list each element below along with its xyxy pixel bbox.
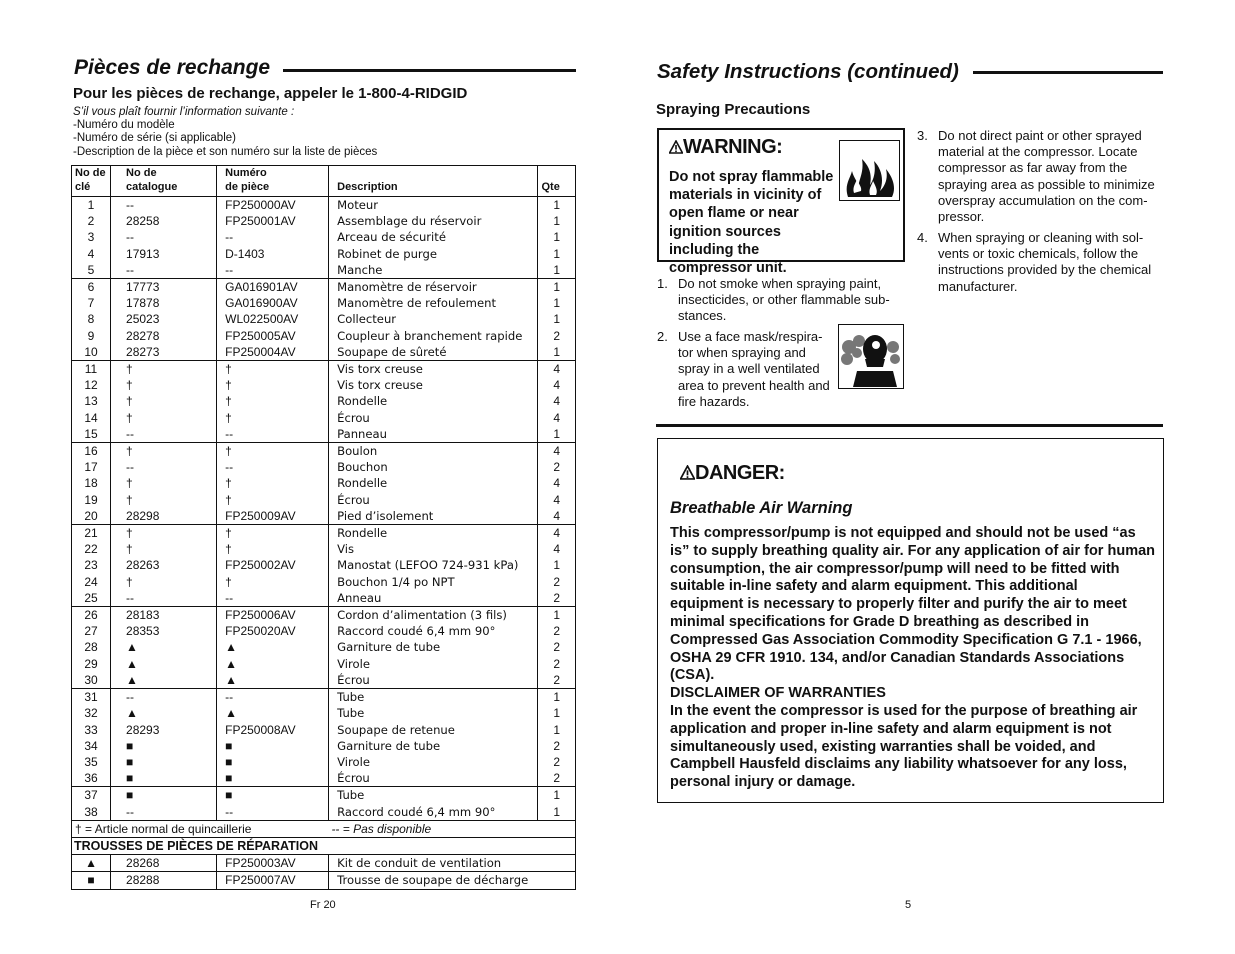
quantity: 1 xyxy=(538,229,576,245)
part-number: † xyxy=(217,574,329,590)
key-number: 38 xyxy=(72,804,111,821)
table-row xyxy=(72,279,576,296)
kit-catalog-number: 28268 xyxy=(111,855,217,872)
danger-box xyxy=(657,438,1164,803)
table-row xyxy=(72,770,576,787)
part-number: FP250009AV xyxy=(217,508,329,525)
quantity: 1 xyxy=(538,197,576,214)
footnote-not-available: -- = Pas disponible xyxy=(331,821,432,836)
quantity: 4 xyxy=(538,410,576,426)
part-description: Écrou xyxy=(329,492,538,508)
part-number: D-1403 xyxy=(217,246,329,262)
header-catalog: No de catalogue xyxy=(111,166,217,197)
kit-catalog-number: 28288 xyxy=(111,872,217,889)
quantity: 1 xyxy=(538,213,576,229)
kit-part-number: FP250003AV xyxy=(217,855,329,872)
quantity: 1 xyxy=(538,311,576,327)
quantity: 1 xyxy=(538,279,576,296)
table-row xyxy=(72,525,576,542)
danger-text-block xyxy=(670,525,1155,792)
title-rule xyxy=(283,69,576,72)
part-description: Soupape de sûreté xyxy=(329,344,538,361)
quantity: 4 xyxy=(538,377,576,393)
part-number: ▲ xyxy=(217,639,329,655)
part-number: -- xyxy=(217,689,329,706)
table-row xyxy=(72,623,576,639)
table-row xyxy=(72,738,576,754)
table-row xyxy=(72,377,576,393)
part-description: Coupleur à branchement rapide xyxy=(329,328,538,344)
key-number: 26 xyxy=(72,607,111,624)
part-description: Garniture de tube xyxy=(329,738,538,754)
key-number: 24 xyxy=(72,574,111,590)
part-description: Robinet de purge xyxy=(329,246,538,262)
kits-header-row xyxy=(72,837,576,854)
catalog-number: ■ xyxy=(111,738,217,754)
table-row xyxy=(72,213,576,229)
warning-box xyxy=(657,128,905,277)
precaution-item: 4. When spraying or cleaning with sol- vents or toxic chemicals, follow the instructions provided by the chemical manufacturer. xyxy=(917,230,1152,294)
precaution-item: 1. Do not smoke when spraying paint, insecticides, or other flammable sub- stances. xyxy=(657,276,890,324)
part-number: ■ xyxy=(217,770,329,787)
key-number: 4 xyxy=(72,246,111,262)
part-number: FP250005AV xyxy=(217,328,329,344)
key-number: 36 xyxy=(72,770,111,787)
catalog-number: 28263 xyxy=(111,557,217,573)
key-number: 19 xyxy=(72,492,111,508)
catalog-number: 28258 xyxy=(111,213,217,229)
quantity: 1 xyxy=(538,607,576,624)
part-number: † xyxy=(217,393,329,409)
part-number: FP250004AV xyxy=(217,344,329,361)
key-number: 30 xyxy=(72,672,111,689)
quantity: 2 xyxy=(538,623,576,639)
catalog-number: 17878 xyxy=(111,295,217,311)
part-number: GA016901AV xyxy=(217,279,329,296)
part-number: † xyxy=(217,443,329,460)
catalog-number: ▲ xyxy=(111,656,217,672)
key-number: 17 xyxy=(72,459,111,475)
title-rule xyxy=(973,71,1163,74)
quantity: 1 xyxy=(538,344,576,361)
footnote-hardware: † = Article normal de quincaillerie xyxy=(75,821,252,836)
part-description: Manche xyxy=(329,262,538,279)
part-number: ■ xyxy=(217,787,329,804)
parts-table xyxy=(71,165,576,890)
phone-subtitle: Pour les pièces de rechange, appeler le 1-800-4-RIDGID xyxy=(73,85,468,102)
part-description: Soupape de retenue xyxy=(329,722,538,738)
section-divider xyxy=(656,424,1163,427)
key-number: 25 xyxy=(72,590,111,607)
quantity: 1 xyxy=(538,689,576,706)
key-number: 33 xyxy=(72,722,111,738)
part-description: Boulon xyxy=(329,443,538,460)
disclaimer-title: DISCLAIMER OF WARRANTIES xyxy=(670,685,886,702)
table-row xyxy=(72,689,576,706)
header-description: Description xyxy=(329,166,538,197)
table-row xyxy=(72,574,576,590)
kit-part-number: FP250007AV xyxy=(217,872,329,889)
table-row xyxy=(72,722,576,738)
key-number: 8 xyxy=(72,311,111,327)
catalog-number: 28293 xyxy=(111,722,217,738)
part-number: -- xyxy=(217,804,329,821)
catalog-number: 17913 xyxy=(111,246,217,262)
part-number: -- xyxy=(217,426,329,443)
key-number: 16 xyxy=(72,443,111,460)
warning-heading: WARNING: xyxy=(669,136,782,159)
part-description: Vis torx creuse xyxy=(329,377,538,393)
key-number: 35 xyxy=(72,754,111,770)
table-row xyxy=(72,508,576,525)
part-description: Vis xyxy=(329,541,538,557)
info-block xyxy=(73,106,377,159)
key-number: 9 xyxy=(72,328,111,344)
quantity: 1 xyxy=(538,426,576,443)
catalog-number: † xyxy=(111,475,217,491)
danger-heading: DANGER: xyxy=(680,462,785,485)
part-number: FP250002AV xyxy=(217,557,329,573)
table-row xyxy=(72,393,576,409)
table-row xyxy=(72,475,576,491)
info-lead: S’il vous plaît fournir l’information suivante : xyxy=(73,106,295,118)
catalog-number: -- xyxy=(111,804,217,821)
part-number: FP250020AV xyxy=(217,623,329,639)
catalog-number: -- xyxy=(111,426,217,443)
part-number: -- xyxy=(217,590,329,607)
part-description: Moteur xyxy=(329,197,538,214)
part-description: Écrou xyxy=(329,770,538,787)
info-line: -Description de la pièce et son numéro sur la liste de pièces xyxy=(73,145,378,158)
key-number: 27 xyxy=(72,623,111,639)
catalog-number: -- xyxy=(111,197,217,214)
table-row xyxy=(72,557,576,573)
kit-row xyxy=(72,855,576,872)
part-description: Rondelle xyxy=(329,475,538,491)
part-number: † xyxy=(217,410,329,426)
part-description: Assemblage du réservoir xyxy=(329,213,538,229)
table-row xyxy=(72,262,576,279)
part-description: Bouchon 1/4 po NPT xyxy=(329,574,538,590)
catalog-number: ▲ xyxy=(111,705,217,721)
quantity: 4 xyxy=(538,525,576,542)
page-title-right: Safety Instructions (continued) xyxy=(657,60,959,83)
key-number: 10 xyxy=(72,344,111,361)
table-row xyxy=(72,639,576,655)
part-description: Arceau de sécurité xyxy=(329,229,538,245)
quantity: 2 xyxy=(538,639,576,655)
part-description: Anneau xyxy=(329,590,538,607)
page-number-left: Fr 20 xyxy=(310,899,336,911)
part-number: FP250006AV xyxy=(217,607,329,624)
part-description: Cordon d’alimentation (3 fils) xyxy=(329,607,538,624)
part-description: Virole xyxy=(329,754,538,770)
part-description: Manomètre de réservoir xyxy=(329,279,538,296)
warning-triangle-icon xyxy=(680,465,695,480)
table-header-row xyxy=(72,166,576,197)
precaution-item: 3. Do not direct paint or other sprayed material at the compressor. Locate compressor as far away from the spraying area as possible to minimize overspray accumulation on the com- pressor. xyxy=(917,128,1155,225)
key-number: 11 xyxy=(72,361,111,378)
key-number: 34 xyxy=(72,738,111,754)
part-number: † xyxy=(217,377,329,393)
catalog-number: 28273 xyxy=(111,344,217,361)
key-number: 22 xyxy=(72,541,111,557)
quantity: 2 xyxy=(538,656,576,672)
table-row xyxy=(72,804,576,821)
catalog-number: 25023 xyxy=(111,311,217,327)
catalog-number: † xyxy=(111,410,217,426)
catalog-number: -- xyxy=(111,590,217,607)
catalog-number: -- xyxy=(111,689,217,706)
part-number: † xyxy=(217,541,329,557)
quantity: 4 xyxy=(538,361,576,378)
catalog-number: -- xyxy=(111,262,217,279)
catalog-number: ■ xyxy=(111,754,217,770)
warning-triangle-icon xyxy=(669,140,683,154)
part-description: Écrou xyxy=(329,410,538,426)
kits-title: TROUSSES DE PIÈCES DE RÉPARATION xyxy=(72,837,576,854)
table-row xyxy=(72,705,576,721)
catalog-number: ▲ xyxy=(111,639,217,655)
table-row xyxy=(72,787,576,804)
part-description: Panneau xyxy=(329,426,538,443)
part-number: ▲ xyxy=(217,705,329,721)
table-row xyxy=(72,459,576,475)
quantity: 2 xyxy=(538,738,576,754)
catalog-number: ■ xyxy=(111,787,217,804)
catalog-number: † xyxy=(111,541,217,557)
part-number: ▲ xyxy=(217,672,329,689)
part-number: ▲ xyxy=(217,656,329,672)
part-number: † xyxy=(217,475,329,491)
key-number: 14 xyxy=(72,410,111,426)
table-row xyxy=(72,361,576,378)
table-row xyxy=(72,426,576,443)
catalog-number: † xyxy=(111,492,217,508)
table-row xyxy=(72,229,576,245)
part-description: Rondelle xyxy=(329,525,538,542)
catalog-number: † xyxy=(111,525,217,542)
quantity: 2 xyxy=(538,459,576,475)
part-number: † xyxy=(217,492,329,508)
part-number: † xyxy=(217,525,329,542)
catalog-number: 28278 xyxy=(111,328,217,344)
danger-text: This compressor/pump is not equipped and should not be used “as is” to supply breathing quality air. For any application of air for human consumption, the air compressor/pump will need to be fitted with suitable in-line safety and alarm equipment. This additional equipment is necessary to properly filter and purify the air to meet minimal specifications for Grade D breathing as described in Compressed Gas Association Commodity Specification G 7.1 - 1966, OSHA 29 CFR 1910. 134, and/or Canadian Standards Associations (CSA). xyxy=(670,525,1156,684)
kit-description: Trousse de soupape de décharge xyxy=(329,872,576,889)
precaution-item: 2. Use a face mask/respira- tor when spraying and spray in a well ventilated area to prevent health and fire hazards. xyxy=(657,329,830,409)
table-row xyxy=(72,197,576,214)
table-row xyxy=(72,443,576,460)
catalog-number: 28183 xyxy=(111,607,217,624)
part-description: Garniture de tube xyxy=(329,639,538,655)
part-description: Vis torx creuse xyxy=(329,361,538,378)
part-number: ■ xyxy=(217,738,329,754)
table-row xyxy=(72,590,576,607)
part-description: Tube xyxy=(329,705,538,721)
part-description: Pied d’isolement xyxy=(329,508,538,525)
part-number: FP250001AV xyxy=(217,213,329,229)
key-number: 21 xyxy=(72,525,111,542)
key-number: 6 xyxy=(72,279,111,296)
key-number: 31 xyxy=(72,689,111,706)
catalog-number: † xyxy=(111,361,217,378)
quantity: 2 xyxy=(538,754,576,770)
key-number: 23 xyxy=(72,557,111,573)
part-description: Rondelle xyxy=(329,393,538,409)
part-number: -- xyxy=(217,262,329,279)
part-description: Manostat (LEFOO 724-931 kPa) xyxy=(329,557,538,573)
part-description: Raccord coudé 6,4 mm 90° xyxy=(329,623,538,639)
quantity: 2 xyxy=(538,590,576,607)
quantity: 2 xyxy=(538,770,576,787)
part-number: FP250000AV xyxy=(217,197,329,214)
page-title-left: Pièces de rechange xyxy=(74,56,271,79)
key-number: 1 xyxy=(72,197,111,214)
kit-row xyxy=(72,872,576,889)
catalog-number: -- xyxy=(111,459,217,475)
kit-symbol: ▲ xyxy=(72,855,111,872)
part-description: Écrou xyxy=(329,672,538,689)
part-number: -- xyxy=(217,229,329,245)
quantity: 1 xyxy=(538,787,576,804)
part-number: FP250008AV xyxy=(217,722,329,738)
catalog-number: † xyxy=(111,377,217,393)
key-number: 5 xyxy=(72,262,111,279)
part-description: Tube xyxy=(329,787,538,804)
quantity: 2 xyxy=(538,574,576,590)
table-row xyxy=(72,328,576,344)
warning-text: Do not spray flammable materials in vicinity of open flame or near ignition sources including the compressor unit. xyxy=(669,169,834,277)
table-row xyxy=(72,672,576,689)
quantity: 1 xyxy=(538,722,576,738)
key-number: 7 xyxy=(72,295,111,311)
key-number: 28 xyxy=(72,639,111,655)
part-description: Virole xyxy=(329,656,538,672)
part-number: WL022500AV xyxy=(217,311,329,327)
table-row xyxy=(72,410,576,426)
quantity: 4 xyxy=(538,475,576,491)
table-row xyxy=(72,344,576,361)
part-description: Collecteur xyxy=(329,311,538,327)
quantity: 1 xyxy=(538,557,576,573)
catalog-number: 28353 xyxy=(111,623,217,639)
catalog-number: ■ xyxy=(111,770,217,787)
flame-icon xyxy=(839,140,900,201)
table-row xyxy=(72,754,576,770)
header-part: Numéro de pièce xyxy=(217,166,329,197)
part-number: ■ xyxy=(217,754,329,770)
key-number: 15 xyxy=(72,426,111,443)
part-description: Raccord coudé 6,4 mm 90° xyxy=(329,804,538,821)
catalog-number: -- xyxy=(111,229,217,245)
breathable-air-title: Breathable Air Warning xyxy=(670,499,853,517)
page-number-right: 5 xyxy=(905,899,912,911)
quantity: 1 xyxy=(538,262,576,279)
catalog-number: † xyxy=(111,574,217,590)
key-number: 18 xyxy=(72,475,111,491)
part-description: Manomètre de refoulement xyxy=(329,295,538,311)
catalog-number: 28298 xyxy=(111,508,217,525)
part-number: GA016900AV xyxy=(217,295,329,311)
disclaimer-text: In the event the compressor is used for the purpose of breathing air application and proper in-line safety and alarm equipment is not simultaneously used, existing warranties shall be voided, and Campbell Hausfeld disclaims any liability whatsoever for any loss, personal injury or damage. xyxy=(670,702,1138,791)
quantity: 4 xyxy=(538,508,576,525)
table-row xyxy=(72,541,576,557)
key-number: 37 xyxy=(72,787,111,804)
key-number: 32 xyxy=(72,705,111,721)
quantity: 1 xyxy=(538,705,576,721)
table-row xyxy=(72,311,576,327)
part-description: Bouchon xyxy=(329,459,538,475)
quantity: 1 xyxy=(538,246,576,262)
respirator-icon xyxy=(838,324,904,389)
spraying-title: Spraying Precautions xyxy=(656,101,811,118)
catalog-number: ▲ xyxy=(111,672,217,689)
key-number: 3 xyxy=(72,229,111,245)
quantity: 2 xyxy=(538,672,576,689)
part-number: -- xyxy=(217,459,329,475)
kit-description: Kit de conduit de ventilation xyxy=(329,855,576,872)
quantity: 4 xyxy=(538,443,576,460)
quantity: 2 xyxy=(538,328,576,344)
info-line: -Numéro du modèle xyxy=(73,119,175,132)
kit-symbol: ■ xyxy=(72,872,111,889)
catalog-number: † xyxy=(111,393,217,409)
catalog-number: 17773 xyxy=(111,279,217,296)
part-number: † xyxy=(217,361,329,378)
key-number: 13 xyxy=(72,393,111,409)
table-row xyxy=(72,607,576,624)
key-number: 12 xyxy=(72,377,111,393)
table-row xyxy=(72,492,576,508)
info-line: -Numéro de série (si applicable) xyxy=(73,132,236,145)
quantity: 4 xyxy=(538,393,576,409)
header-qty: Qte xyxy=(538,166,576,197)
footnote-row xyxy=(72,820,576,837)
key-number: 29 xyxy=(72,656,111,672)
quantity: 1 xyxy=(538,295,576,311)
part-description: Tube xyxy=(329,689,538,706)
table-row xyxy=(72,295,576,311)
key-number: 20 xyxy=(72,508,111,525)
quantity: 1 xyxy=(538,804,576,821)
key-number: 2 xyxy=(72,213,111,229)
header-key: No de clé xyxy=(72,166,111,197)
catalog-number: † xyxy=(111,443,217,460)
quantity: 4 xyxy=(538,541,576,557)
table-row xyxy=(72,656,576,672)
quantity: 4 xyxy=(538,492,576,508)
table-row xyxy=(72,246,576,262)
